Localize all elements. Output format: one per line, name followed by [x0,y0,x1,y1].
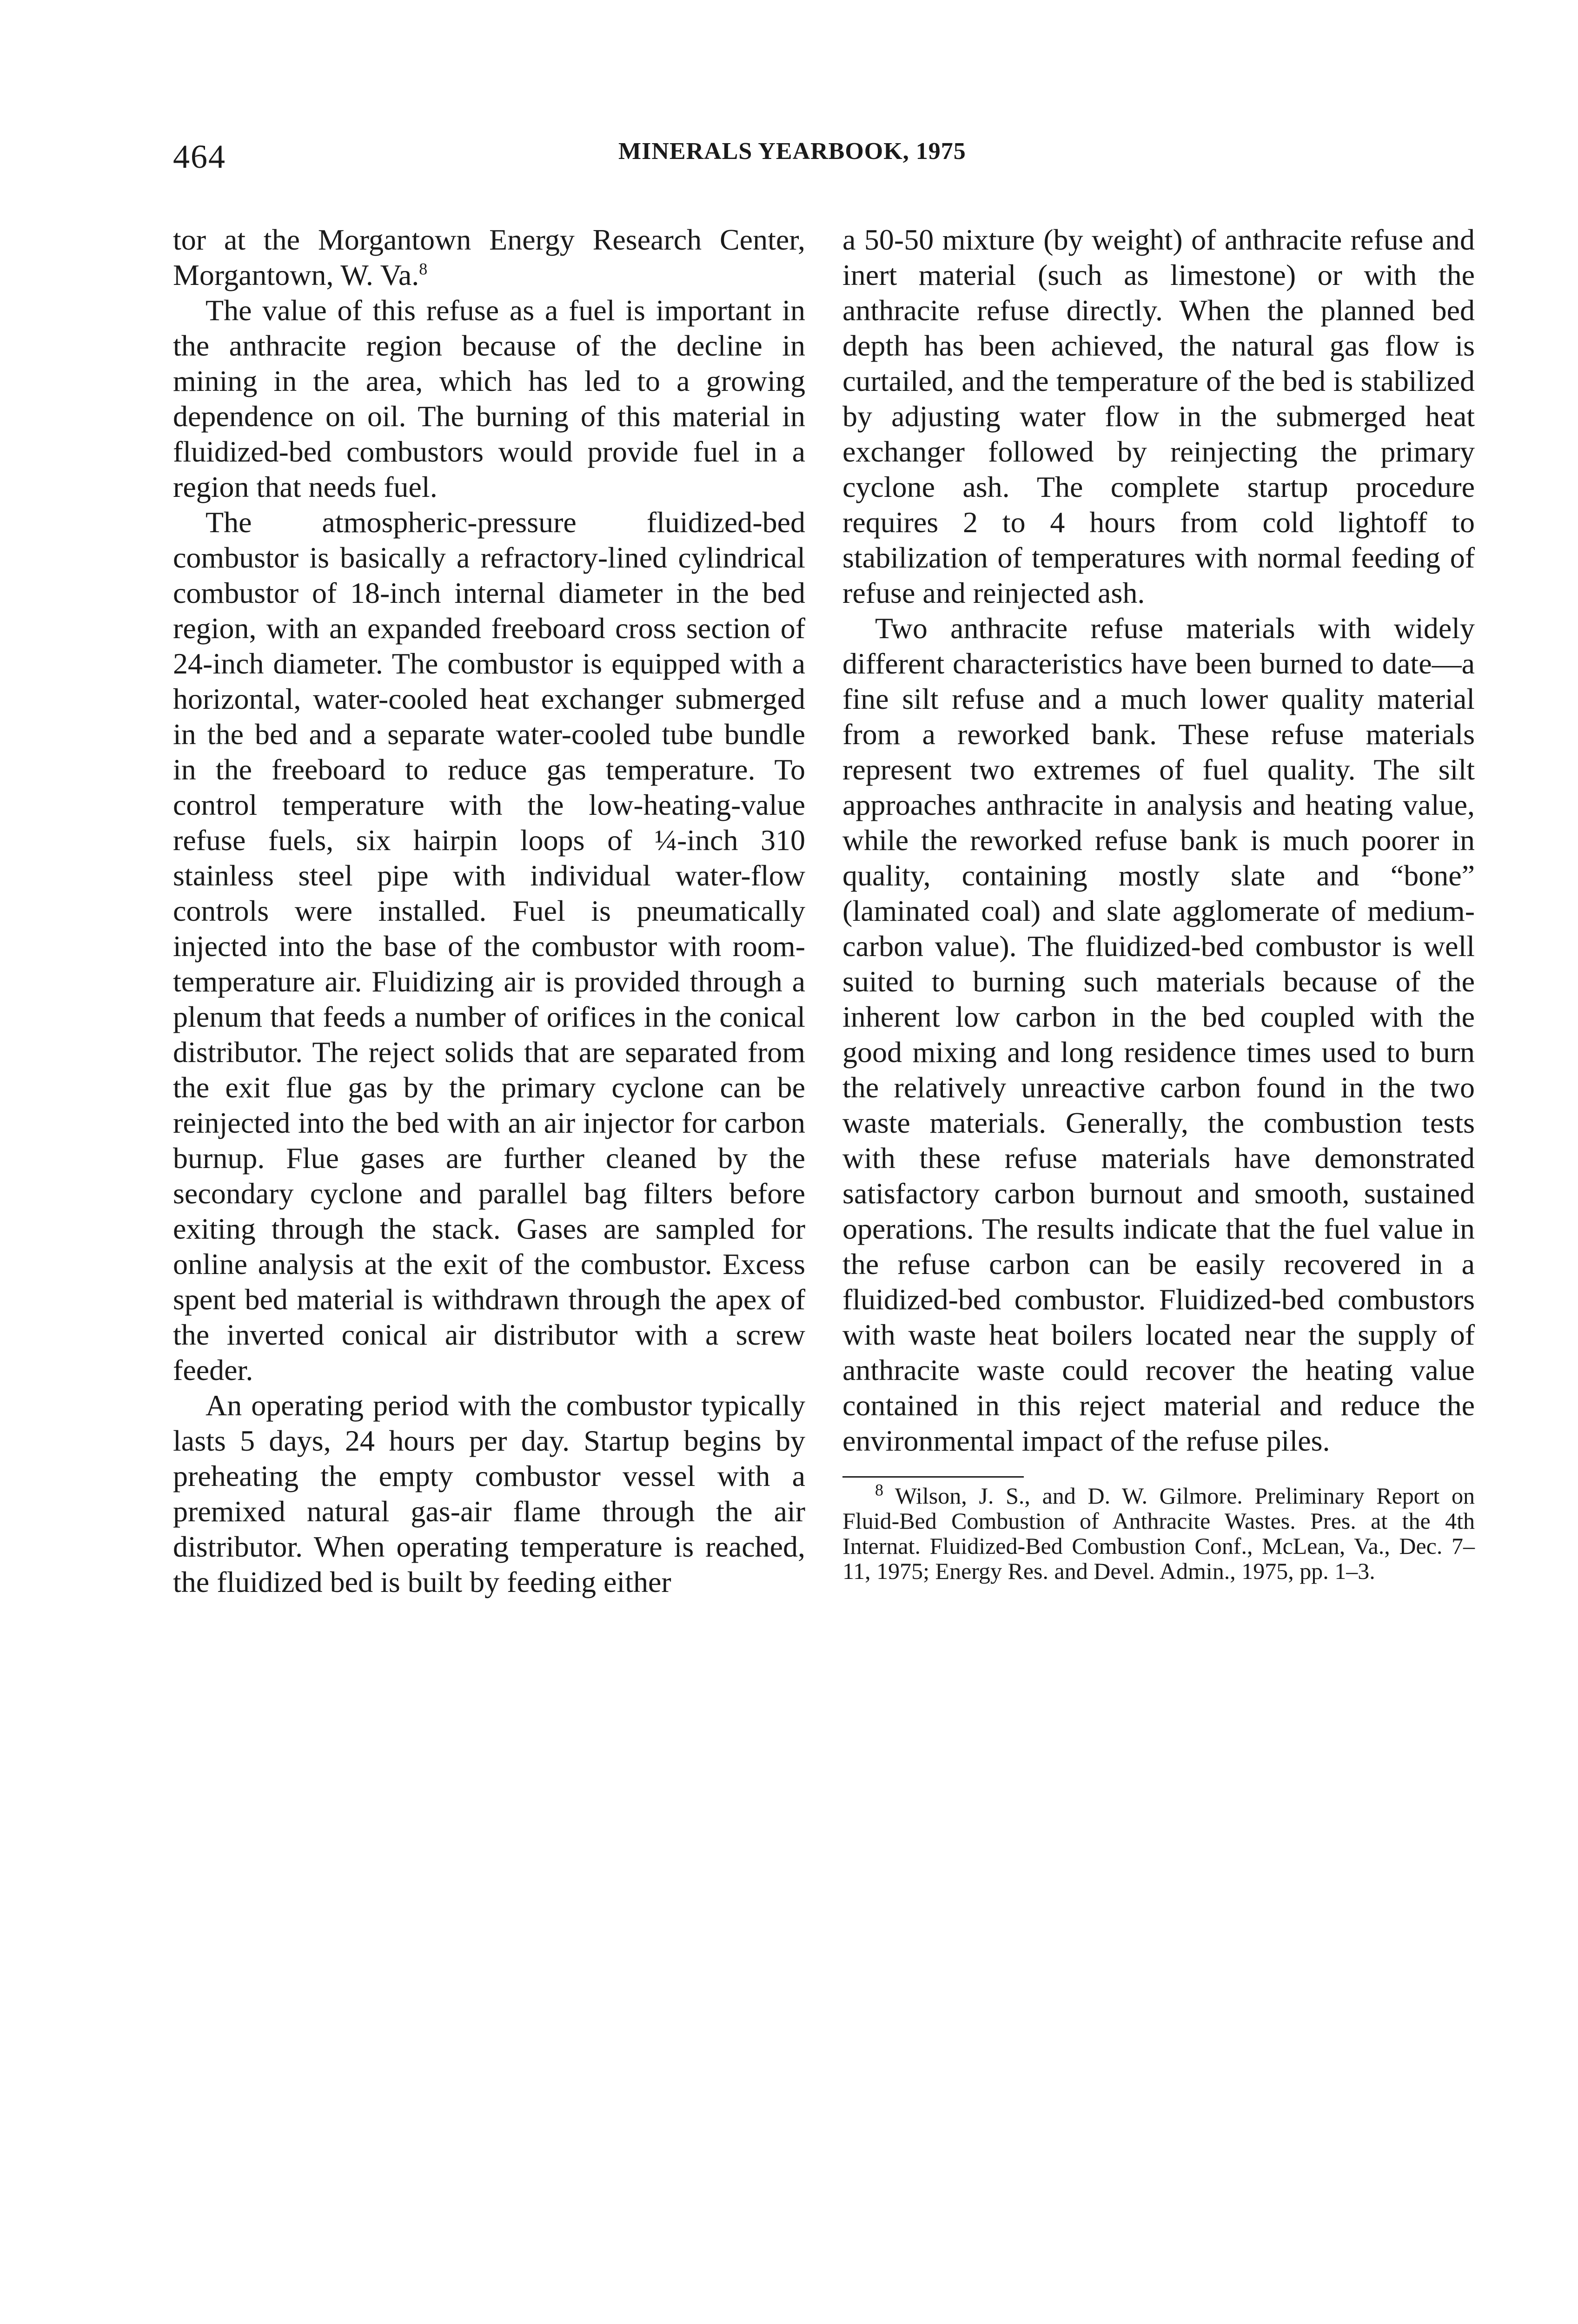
paragraph-operating-period: An operating period with the combustor typically lasts 5 days, 24 hours per day. Startup begins by preheating the empty combustor vessel with a premixed natural gas-air flame through the air distributor. When operating temperature is reached, the fluidized bed is built by feeding either [173,1389,805,1598]
footnote-reference: 8 [419,259,428,278]
paragraph-combustor-description: The atmospheric-pressure fluidized-bed combustor is basically a refractory-lined cylindrical combustor of 18-inch internal diameter in the bed region, with an expanded freeboard cross section of 24-inch diameter. The combustor is equipped with a horizontal, water-cooled heat exchanger submerged in the bed and a separate water-cooled tube bundle in the freeboard to reduce gas temperature. To control temperature with the low-heating-value refuse fuels, six hairpin loops of ¼-inch 310 stainless steel pipe with individual water-flow controls were installed. Fuel is pneumatically injected into the base of the combustor with room-temperature air. Fluidizing air is provided through a plenum that feeds a number of orifices in the conical distributor. The reject solids that are separated from the exit flue gas by the primary cyclone can be reinjected into the bed with an air injector for carbon burnup. Flue gases are further cleaned by the secondary cyclone and parallel bag filters before exiting through the stack. Gases are sampled for online analysis at the exit of the combustor. Excess spent bed material is withdrawn through the apex of the inverted conical air distributor with a screw feeder. [173,506,805,1386]
footnote-divider [842,1476,1024,1478]
footnote [842,1480,1475,1584]
page-number: 464 [173,138,226,175]
footnote-text: Wilson, J. S., and D. W. Gilmore. Preliminary Report on Fluid-Bed Combustion of Anthracite Wastes. Pres. at the 4th Internat. Fluidized-Bed Combustion Conf., McLean, Va., Dec. 7–11, 1975; Energy Res. and Devel. Admin., 1975, pp. 1–3. [842,1483,1475,1584]
paragraph-text: tor at the Morgantown Energy Research Center, Morgantown, W. Va. [173,223,805,291]
left-column [173,222,805,1600]
footnote-marker: 8 [875,1480,883,1499]
paragraph-continuation [173,222,805,293]
running-head: MINERALS YEARBOOK, 1975 [618,138,966,165]
paragraph-startup-continuation: a 50-50 mixture (by weight) of anthracite refuse and inert material (such as limestone) or with the anthracite refuse directly. When the planned bed depth has been achieved, the natural gas flow is curtailed, and the temperature of the bed is stabilized by adjusting water flow in the submerged heat exchanger followed by reinjecting the primary cyclone ash. The complete startup procedure requires 2 to 4 hours from cold lightoff to stabilization of temperatures with normal feeding of refuse and reinjected ash. [842,223,1475,609]
right-column [842,222,1475,1584]
paragraph-refuse-value: The value of this refuse as a fuel is important in the anthracite region because of the decline in mining in the area, which has led to a growing dependence on oil. The burning of this material in fluidized-bed combustors would provide fuel in a region that needs fuel. [173,294,805,503]
paragraph-refuse-materials: Two anthracite refuse materials with widely different characteristics have been burned to date—a fine silt refuse and a much lower quality material from a reworked bank. These refuse materials represent two extremes of fuel quality. The silt approaches anthracite in analysis and heating value, while the reworked refuse bank is much poorer in quality, containing mostly slate and “bone” (laminated coal) and slate agglomerate of medium-carbon value). The fluidized-bed combustor is well suited to burning such materials because of the inherent low carbon in the bed coupled with the good mixing and long residence times used to burn the relatively unreactive carbon found in the two waste materials. Generally, the combustion tests with these refuse materials have demonstrated satisfactory carbon burnout and smooth, sustained operations. The results indicate that the fuel value in the refuse carbon can be easily recovered in a fluidized-bed combustor. Fluidized-bed combustors with waste heat boilers located near the supply of anthracite waste could recover the heating value contained in this reject material and reduce the environmental impact of the refuse piles. [842,612,1475,1457]
